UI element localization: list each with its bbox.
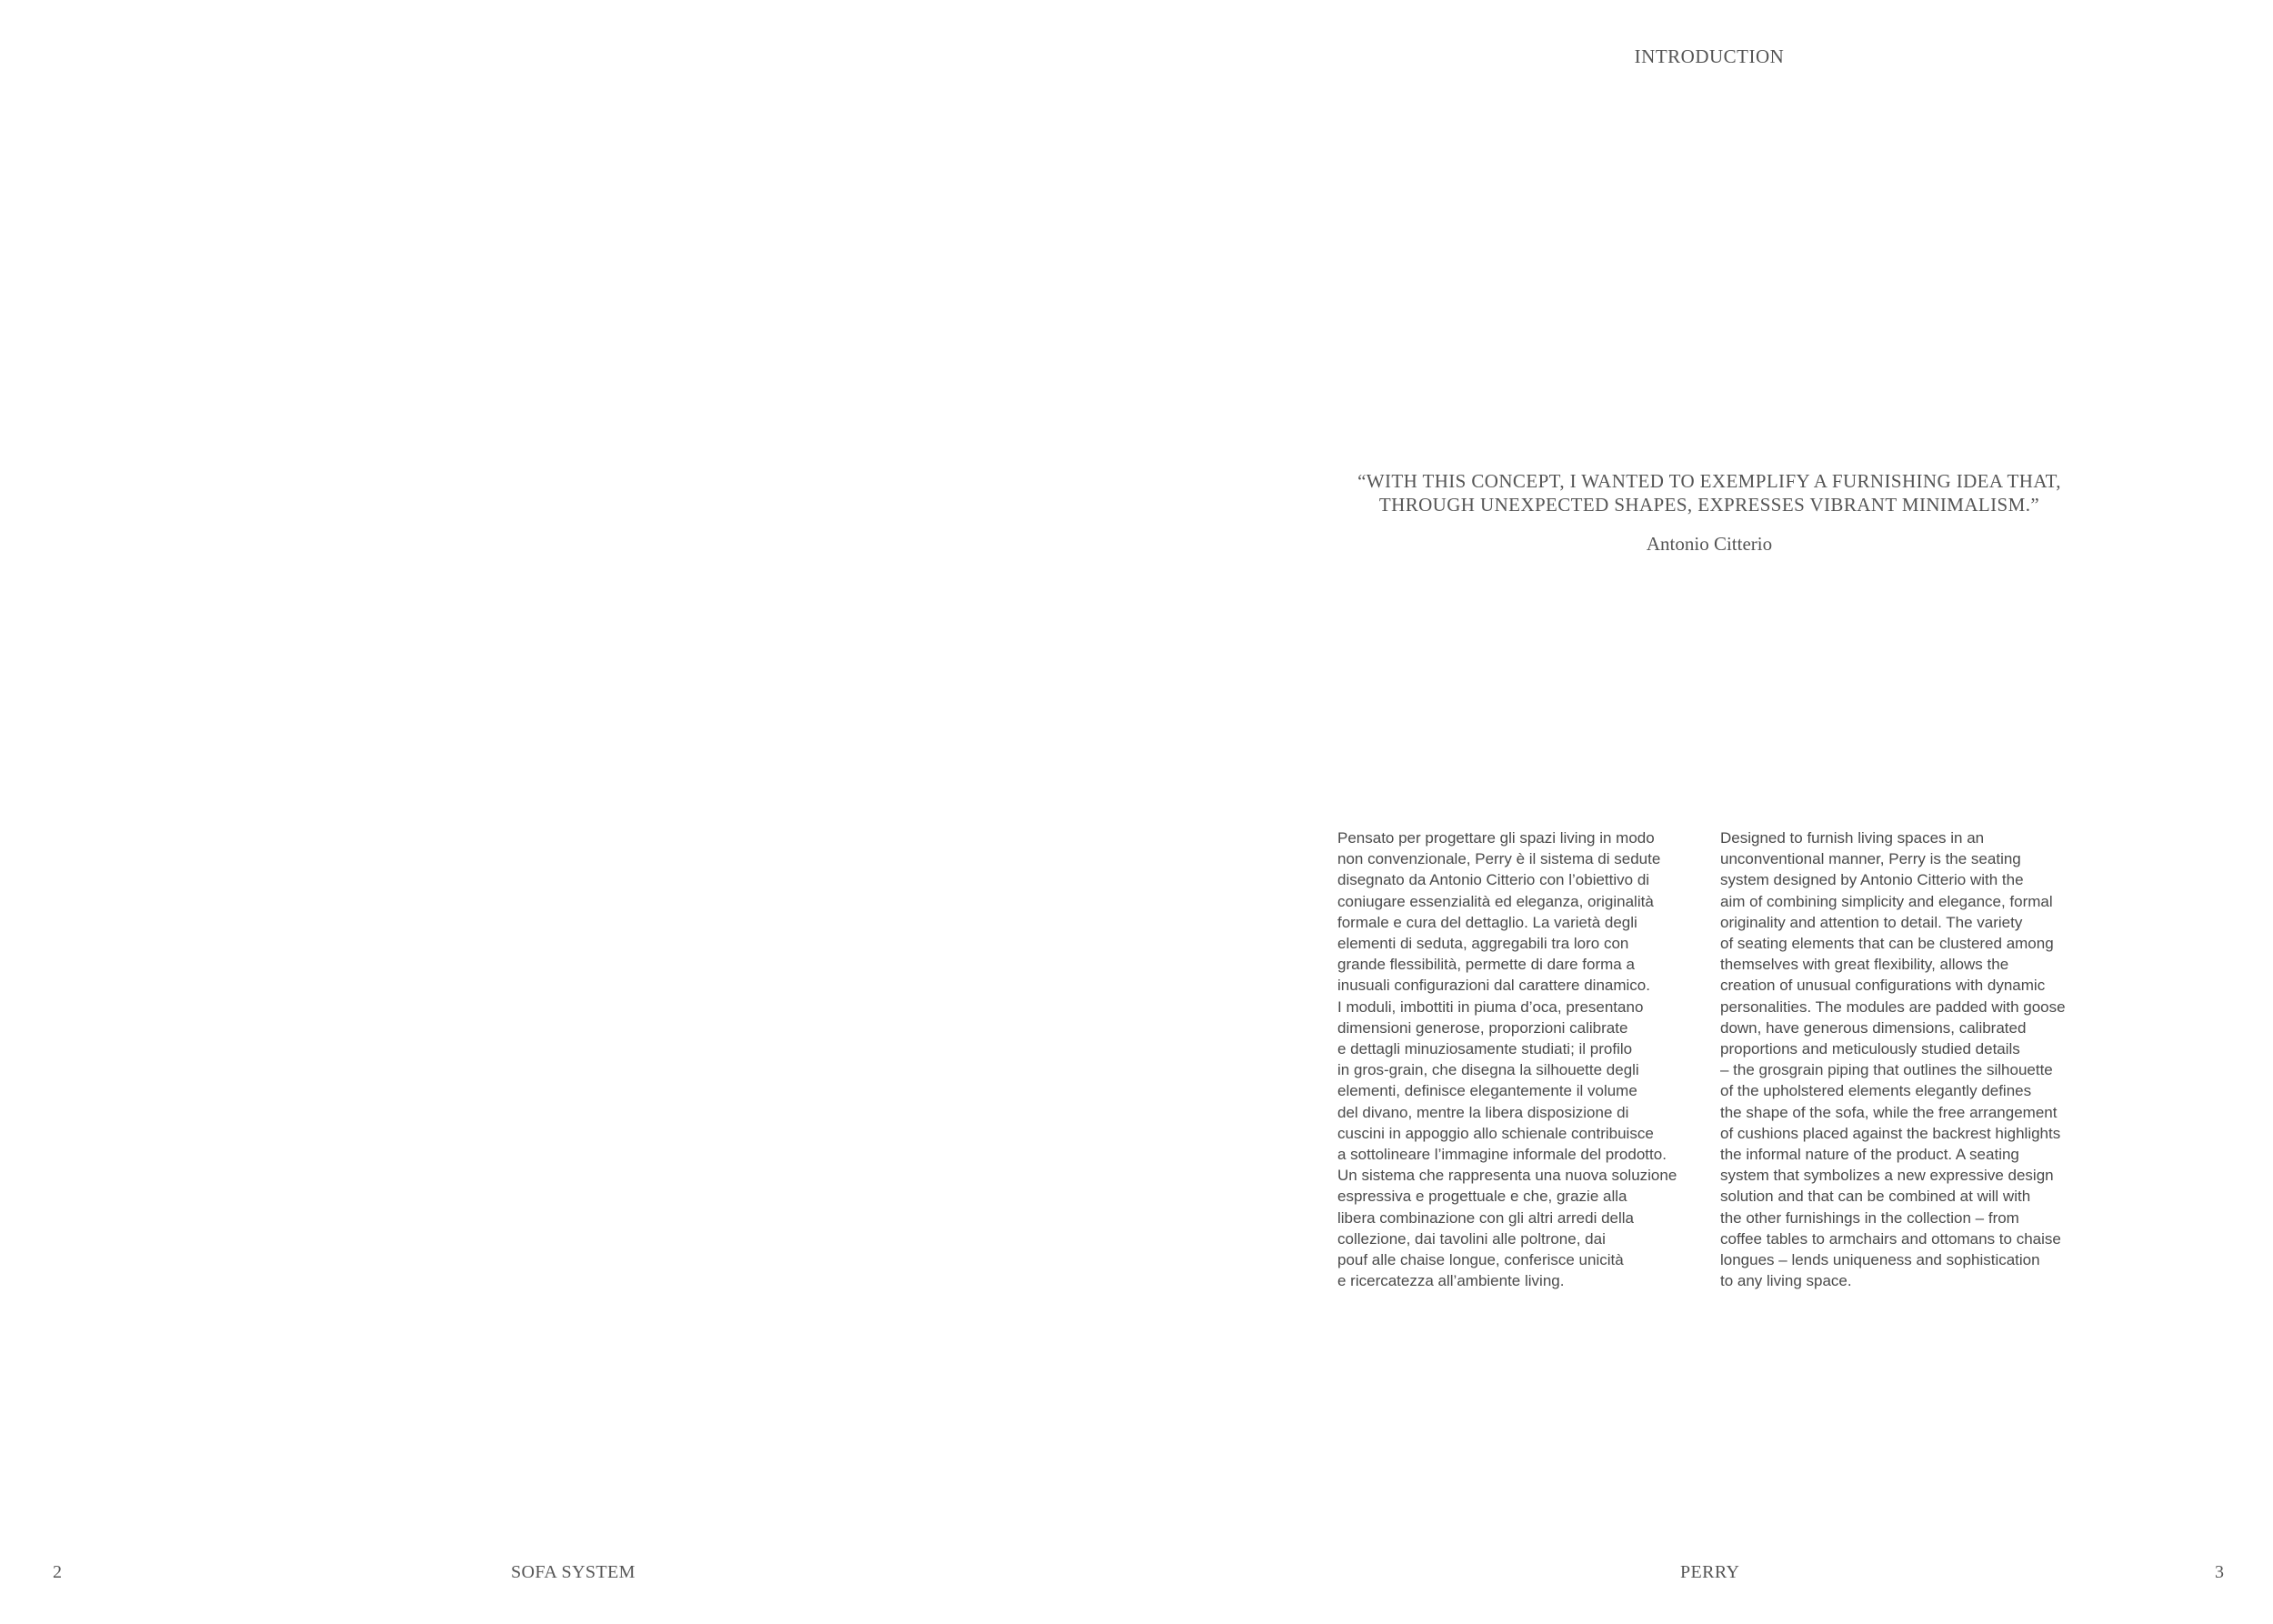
italian-text-column	[1337, 827, 1701, 1291]
right-page-number: 3	[2215, 1562, 2224, 1582]
english-text-column	[1720, 827, 2084, 1291]
text-line: disegnato da Antonio Citterio con l’obiettivo di	[1337, 871, 1650, 889]
text-line: the other furnishings in the collection – from	[1720, 1208, 2019, 1227]
text-line: collezione, dai tavolini alle poltrone, dai	[1337, 1229, 1606, 1248]
text-line: – the grosgrain piping that outlines the silhouette	[1720, 1061, 2053, 1079]
text-line: non convenzionale, Perry è il sistema di sedute	[1337, 850, 1661, 868]
text-line: proportions and meticulously studied details	[1720, 1040, 2020, 1058]
text-line: to any living space.	[1720, 1272, 1852, 1290]
text-line: of cushions placed against the backrest highlights	[1720, 1124, 2061, 1142]
text-line: down, have generous dimensions, calibrated	[1720, 1018, 2027, 1037]
text-line: of seating elements that can be clustered among	[1720, 935, 2054, 953]
text-line: Designed to furnish living spaces in an	[1720, 829, 1985, 847]
pull-quote	[1273, 469, 2146, 516]
left-footer-label: SOFA SYSTEM	[511, 1562, 636, 1582]
quote-author: Antonio Citterio	[1646, 533, 1773, 555]
text-line: dimensioni generose, proporzioni calibrate	[1337, 1018, 1628, 1037]
text-line: coniugare essenzialità ed eleganza, originalità	[1337, 892, 1654, 910]
text-line: coffee tables to armchairs and ottomans to chaise	[1720, 1229, 2061, 1248]
text-line: originality and attention to detail. The variety	[1720, 913, 2023, 931]
text-line: personalities. The modules are padded with goose	[1720, 997, 2066, 1016]
text-line: a sottolineare l’immagine informale del prodotto.	[1337, 1146, 1667, 1164]
text-line: grande flessibilità, permette di dare forma a	[1337, 956, 1635, 974]
text-line: del divano, mentre la libera disposizione di	[1337, 1103, 1629, 1121]
text-line: of the upholstered elements elegantly defines	[1720, 1082, 2032, 1100]
left-page-number: 2	[53, 1562, 62, 1582]
right-footer-label: PERRY	[1680, 1562, 1740, 1582]
text-line: solution and that can be combined at will with	[1720, 1188, 2031, 1206]
text-line: Un sistema che rappresenta una nuova soluzione	[1337, 1167, 1677, 1185]
text-line: longues – lends uniqueness and sophistication	[1720, 1251, 2040, 1269]
text-line: the shape of the sofa, while the free arrangement	[1720, 1103, 2058, 1121]
text-line: in gros-grain, che disegna la silhouette degli	[1337, 1061, 1639, 1079]
text-line: inusuali configurazioni dal carattere dinamico.	[1337, 977, 1650, 995]
text-line: espressiva e progettuale e che, grazie alla	[1337, 1188, 1627, 1206]
section-title: INTRODUCTION	[1634, 45, 1785, 67]
text-line: aim of combining simplicity and elegance, formal	[1720, 892, 2053, 910]
text-line: libera combinazione con gli altri arredi della	[1337, 1208, 1635, 1227]
quote-line: THROUGH UNEXPECTED SHAPES, EXPRESSES VIBRANT MINIMALISM.”	[1378, 494, 2040, 516]
text-line: themselves with great flexibility, allows the	[1720, 956, 2009, 974]
text-line: creation of unusual configurations with dynamic	[1720, 977, 2046, 995]
text-line: e dettagli minuziosamente studiati; il profilo	[1337, 1040, 1633, 1058]
text-line: pouf alle chaise longue, conferisce unicità	[1337, 1251, 1624, 1269]
text-line: Pensato per progettare gli spazi living in modo	[1337, 829, 1655, 847]
text-line: system designed by Antonio Citterio with the	[1720, 871, 2024, 889]
text-line: I moduli, imbottiti in piuma d’oca, presentano	[1337, 997, 1644, 1016]
text-line: unconventional manner, Perry is the seating	[1720, 850, 2021, 868]
text-line: system that symbolizes a new expressive design	[1720, 1167, 2054, 1185]
text-line: elementi, definisce elegantemente il volume	[1337, 1082, 1637, 1100]
text-line: elementi di seduta, aggregabili tra loro con	[1337, 935, 1629, 953]
quote-line: “WITH THIS CONCEPT, I WANTED TO EXEMPLIFY A FURNISHING IDEA THAT,	[1357, 470, 2061, 492]
text-line: cuscini in appoggio allo schienale contribuisce	[1337, 1124, 1654, 1142]
text-line: formale e cura del dettaglio. La varietà degli	[1337, 913, 1637, 931]
text-line: the informal nature of the product. A seating	[1720, 1146, 2019, 1164]
text-line: e ricercatezza all’ambiente living.	[1337, 1272, 1565, 1290]
